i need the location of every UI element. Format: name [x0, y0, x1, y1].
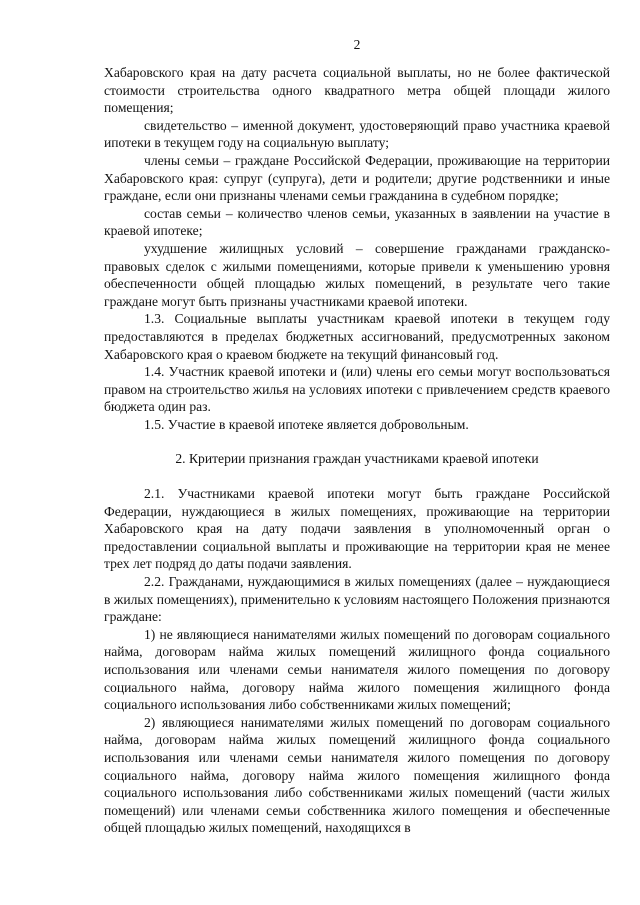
page-number: 2 [353, 37, 361, 52]
paragraph-2-2-item-2: 2) являющиеся нанимателями жилых помещений по договорам социального найма, договорам найма жилых помещений жилищного фонда социального использования или членами семьи нанимателя жилого помещения по договору социального найма, договору найма жилого помещения жилищного фонда социального использования либо собственниками жилых помещений (части жилых помещений) или членами семьи собственника жилого помещения и обеспеченные общей площадью жилых помещений, находящихся в [104, 714, 610, 836]
paragraph-definition-certificate: свидетельство – именной документ, удостоверяющий право участника краевой ипотеки в текущем году на социальную выплату; [104, 117, 610, 151]
paragraph-1-4: 1.4. Участник краевой ипотеки и (или) члены его семьи могут воспользоваться правом на строительство жилья на условиях ипотеки с привлечением средств краевого бюджета один раз. [104, 364, 610, 415]
paragraph-2-1: 2.1. Участниками краевой ипотеки могут быть граждане Российской Федерации, нуждающиеся в жилых помещениях, проживающие на территории Хабаровского края на дату подачи заявления в уполномоченный орган о предоставлении социальной выплаты и проживающие на территории края не менее трех лет подряд до даты подачи заявления. [104, 486, 610, 572]
paragraph-continuation: Хабаровского края на дату расчета социальной выплаты, но не более фактической стоимости строительства одного квадратного метра общей площади жилого помещения; [104, 65, 610, 116]
section-heading: 2. Критерии признания граждан участниками краевой ипотеки [175, 451, 539, 467]
paragraph-1-3: 1.3. Социальные выплаты участникам краевой ипотеки в текущем году предоставляются в пределах бюджетных ассигнований, предусмотренных законом Хабаровского края о краевом бюджете на текущий финансовый год. [104, 311, 610, 362]
paragraph-definition-family-members: члены семьи – граждане Российской Федерации, проживающие на территории Хабаровского края: супруг (супруга), дети и родители; другие родственники и иные граждане, если они признаны членами семьи гражданина в судебном порядке; [104, 152, 610, 204]
paragraph-definition-worsening: ухудшение жилищных условий – совершение гражданами гражданско-правовых сделок с жилыми помещениями, которые привели к уменьшению уровня обеспеченности общей площадью жилых помещений, в результате чего такие граждане могут быть признаны участниками краевой ипотеки. [104, 240, 610, 309]
paragraph-1-5: 1.5. Участие в краевой ипотеке является добровольным. [144, 416, 469, 432]
paragraph-2-2: 2.2. Гражданами, нуждающимися в жилых помещениях (далее – нуждающиеся в жилых помещениях), применительно к условиям настоящего Положения признаются граждане: [104, 574, 610, 625]
document-body [104, 64, 610, 837]
paragraph-2-2-item-1: 1) не являющиеся нанимателями жилых помещений по договорам социального найма, договорам найма жилых помещений жилищного фонда социального использования или членами семьи нанимателя жилого помещения по договору социального найма, договору найма жилого помещения жилищного фонда социального использования либо собственниками жилых помещений; [104, 626, 610, 713]
document-page [104, 0, 610, 905]
paragraph-definition-family-composition: состав семьи – количество членов семьи, указанных в заявлении на участие в краевой ипотеке; [104, 205, 610, 239]
